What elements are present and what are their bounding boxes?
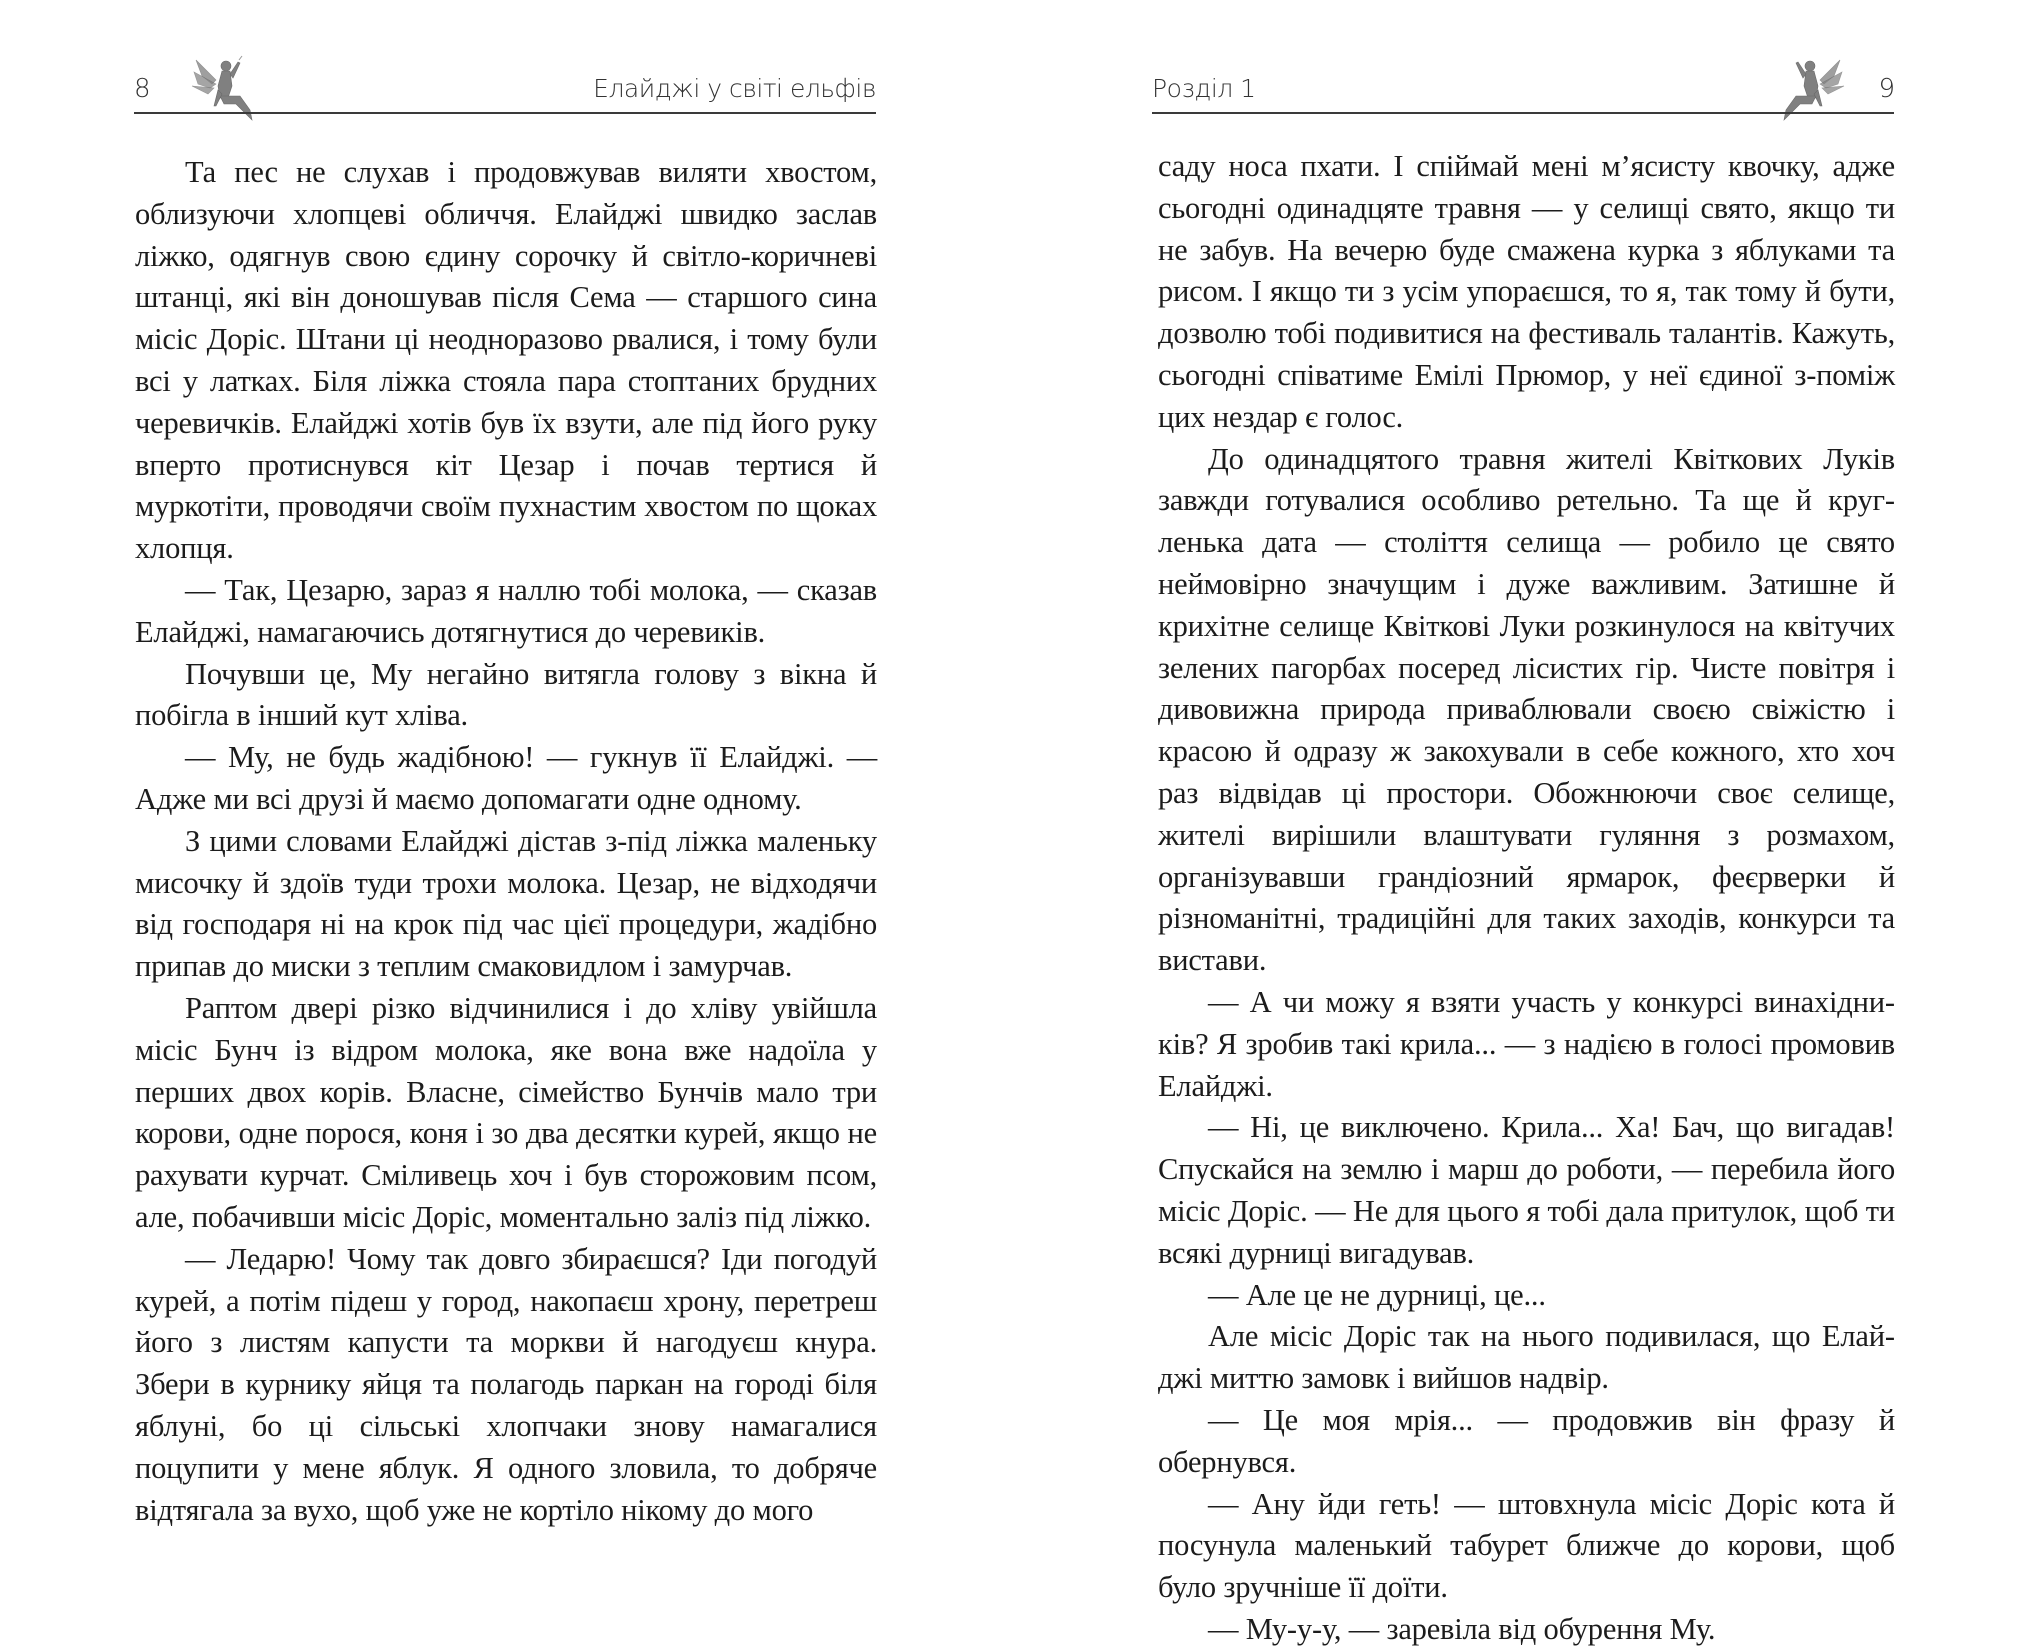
paragraph: Але місіс Доріс так на нього подивилася, що Елайджі миттю замовк і вийшов надвір. bbox=[1158, 1319, 1895, 1396]
paragraph: З цими словами Елайджі дістав з-під ліжка маленьку мисочку й здоїв туди трохи молока. Цезар, не відходячи від господаря ні на крок під час цієї процедури, жадібно припав до миски з теплим смаковидлом і замурчав. bbox=[135, 823, 877, 984]
paragraph: — Так, Цезарю, зараз я наллю тобі молока, — сказав Елайджі, намагаючись дотягнутися до черевиків. bbox=[135, 572, 877, 649]
left-page-body bbox=[135, 152, 877, 1531]
paragraph: саду носа пхати. І спіймай мені м’ясисту квочку, адже сьогодні одинадцяте травня — у селищі свято, якщо ти не забув. На вечерю буде смажена курка з яблуками та рисом. І якщо ти з усім упораєшся, то я, так тому й бути, дозволю тобі подивитися на фестиваль талантів. Кажуть, сьогодні співатиме Емілі Прюмор, у неї єдиної з-поміж цих нездар є голос. bbox=[1158, 149, 1895, 434]
chapter-title: Розділ 1 bbox=[1152, 74, 1256, 103]
paragraph: Почувши це, Му негайно витягла голову з вікна й побігла в інший кут хліва. bbox=[135, 656, 877, 733]
page-number: 9 bbox=[1878, 74, 1894, 104]
paragraph: — Але це не дурниці, це... bbox=[1208, 1277, 1546, 1312]
right-page-body bbox=[1158, 146, 1895, 1651]
running-head-left bbox=[134, 66, 876, 114]
paragraph: Та пес не слухав і продовжував виляти хвостом, облизуючи хлопцеві обличчя. Елайджі швидко заслав ліжко, одягнув свою єдину сорочку й світло-коричневі штанці, які він доношував після Сема — старшого сина місіс Доріс. Штани ці неодноразово рвалися, і тому були всі у латках. Біля ліжка стояла пара стоптаних брудних черевичків. Елайджі хотів був їх взути, але під його руку вперто протиснувся кіт Цезар і почав тертися й муркотіти, проводячи своїм пухнастим хвостом по щоках хлопця. bbox=[135, 155, 877, 566]
header-rule bbox=[134, 112, 876, 114]
header-rule bbox=[1152, 112, 1894, 114]
paragraph: До одинадцятого травня жителі Квіткових Луків завжди готувалися особливо ретельно. Та ще й кругленька дата — століття селища — робило це свято неймовірно значущим і дуже важливим. Затишне й крихітне селище Квіткові Луки розкинулося на квітучих зелених пагорбах посеред лісистих гір. Чисте повітря і дивовижна природа приваблювали своєю свіжістю і красою й одразу ж закохували в себе кожного, хто хоч раз відвідав ці простори. Обожнюючи своє селище, жителі вирішили влаштувати гуляння з розмахом, організувавши грандіозний ярмарок, феєрверки й різноманітні, традиційні для таких заходів, конкурси та вистави. bbox=[1158, 441, 1895, 978]
page-number: 8 bbox=[134, 74, 150, 104]
right-page bbox=[1015, 0, 2031, 1646]
left-page bbox=[0, 0, 1015, 1529]
paragraph: — Му-у-у, — заревіла від обурення Му. bbox=[1208, 1611, 1716, 1646]
paragraph: — Ледарю! Чому так довго збираєшся? Іди погодуй курей, а потім підеш у город, накопаєш хрону, перетреш його з листям капусти та моркви й нагодуєш кнура. Збери в курнику яйця та полагодь паркан на городі біля яблуні, бо ці сільські хлопчаки знову намагалися поцупити у мене яблук. Я одного зловила, то добряче відтягала за вухо, щоб уже не кортіло нікому до мого bbox=[135, 1241, 877, 1527]
paragraph: — Це моя мрія... — продовжив він фразу й обернувся. bbox=[1158, 1402, 1895, 1479]
paragraph: — Му, не будь жадібною! — гукнув її Елайджі. — Адже ми всі друзі й маємо допомагати одне одному. bbox=[135, 740, 877, 816]
fairy-icon bbox=[1764, 54, 1854, 126]
book-title: Елайджі у світі ельфів bbox=[593, 74, 876, 103]
paragraph: — Ану йди геть! — штовхнула місіс Доріс кота й посунула маленький табурет ближче до корови, щоб було зручніше її доїти. bbox=[1158, 1486, 1895, 1605]
paragraph: Раптом двері різко відчинилися і до хліву увійшла місіс Бунч із відром молока, яке вона вже надоїла у перших двох корів. Власне, сімейство Бунчів мало три корови, одне порося, коня і зо два десятки курей, якщо не рахувати курчат. Сміливець хоч і був сторожовим псом, але, побачивши місіс Доріс, моментально заліз під ліжко. bbox=[135, 990, 877, 1234]
paragraph: — Ні, це виключено. Крила... Ха! Бач, що вигадав! Спускайся на землю і марш до роботи, — перебила його місіс Доріс. — Не для цього я тобі дала притулок, щоб ти всякі дурниці вигадував. bbox=[1158, 1110, 1895, 1270]
running-head-right bbox=[1152, 66, 1894, 114]
fairy-icon bbox=[182, 54, 272, 126]
paragraph: — А чи можу я взяти участь у конкурсі винахідників? Я зробив такі крила... — з надією в голосі промовив Елайджі. bbox=[1158, 984, 1895, 1103]
